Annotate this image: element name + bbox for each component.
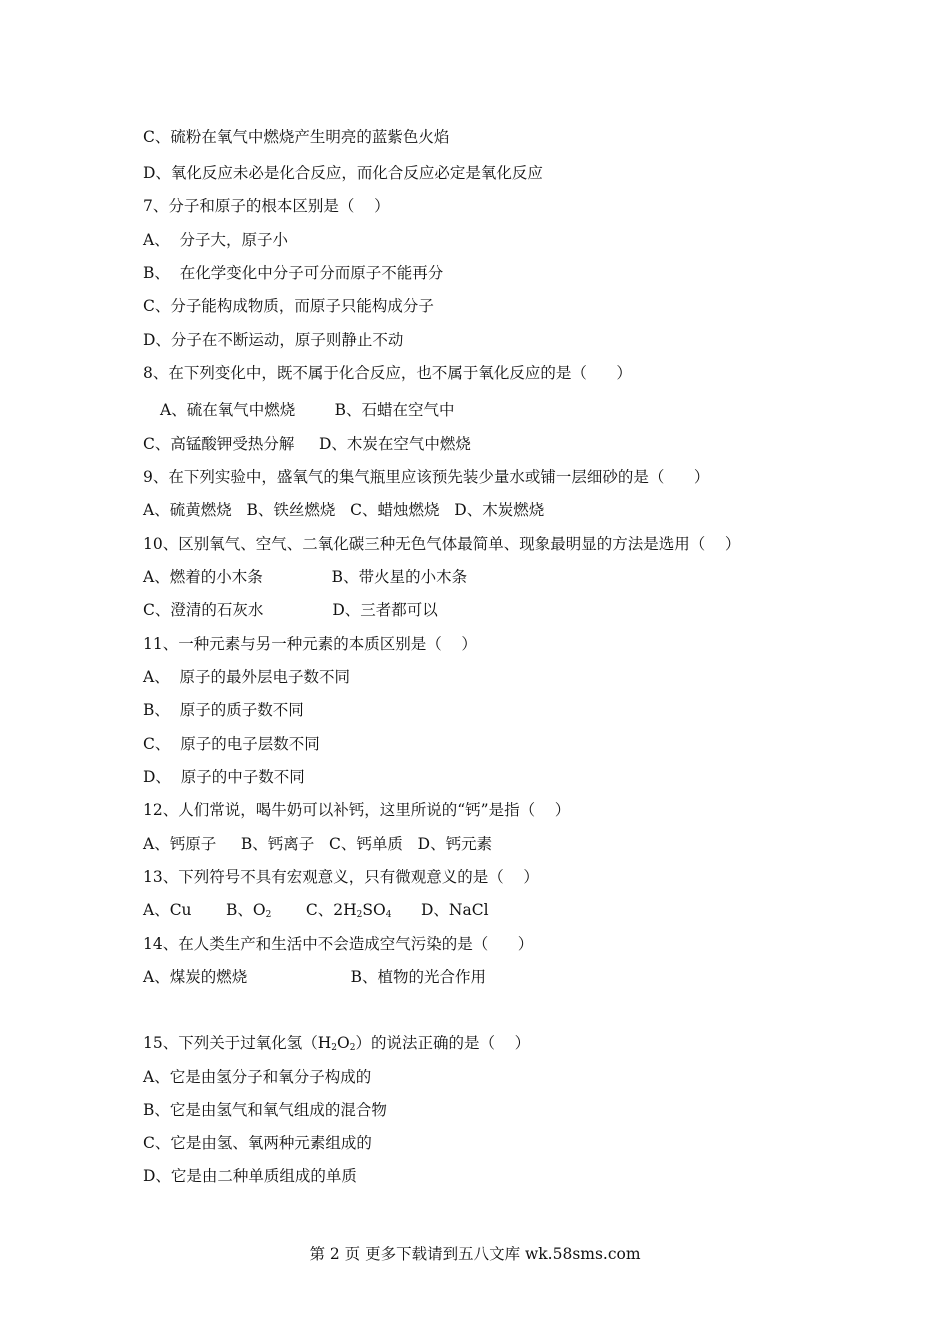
option-10cd: C、澄清的石灰水 D、三者都可以 — [143, 601, 438, 619]
option-6d: D、氧化反应未必是化合反应，而化合反应必定是氧化反应 — [143, 164, 543, 182]
question-15: 15、下列关于过氧化氢$(H_2O_2)$的说法正确的是（ ） — [143, 1034, 531, 1053]
question-14: 14、在人类生产和生活中不会造成空气污染的是（ ） — [143, 935, 534, 953]
question-7: 7、分子和原子的根本区别是（ ） — [143, 197, 390, 215]
option-13a: A、Cu — [143, 901, 192, 919]
option-15c: C、它是由氢、氧两种元素组成的 — [143, 1134, 372, 1152]
page-footer: 第 2 页 更多下载请到五八文库 wk.58sms.com — [309, 1245, 641, 1263]
option-7b: B、 在化学变化中分子可分而原子不能再分 — [143, 264, 444, 282]
option-9: A、硫黄燃烧 B、铁丝燃烧 C、蜡烛燃烧 D、木炭燃烧 — [143, 501, 545, 519]
option-8cd: C、高锰酸钾受热分解 D、木炭在空气中燃烧 — [143, 435, 471, 453]
option-11c: C、 原子的电子层数不同 — [143, 735, 320, 753]
option-15d: D、它是由二种单质组成的单质 — [143, 1167, 357, 1185]
question-13: 13、下列符号不具有宏观意义，只有微观意义的是（ ） — [143, 868, 539, 886]
option-11b: B、 原子的质子数不同 — [143, 701, 304, 719]
option-10ab: A、燃着的小木条 B、带火星的小木条 — [143, 568, 468, 586]
question-9: 9、在下列实验中，盛氧气的集气瓶里应该预先装少量水或铺一层细砂的是（ ） — [143, 468, 710, 486]
option-15a: A、它是由氢分子和氧分子构成的 — [143, 1068, 372, 1086]
option-13d: D、NaCl — [421, 901, 489, 919]
option-11a: A、 原子的最外层电子数不同 — [143, 668, 351, 686]
option-14ab: A、煤炭的燃烧 B、植物的光合作用 — [143, 968, 487, 986]
question-11: 11、一种元素与另一种元素的本质区别是（ ） — [143, 635, 477, 653]
question-12: 12、人们常说，喝牛奶可以补钙，这里所说的“钙”是指（ ） — [143, 801, 571, 819]
question-8: 8、在下列变化中，既不属于化合反应，也不属于氧化反应的是（ ） — [143, 364, 632, 382]
option-7c: C、分子能构成物质，而原子只能构成分子 — [143, 297, 434, 315]
option-13 — [143, 900, 489, 920]
option-11d: D、 原子的中子数不同 — [143, 768, 305, 786]
option-13c: C、$2H_2SO_4$ — [305, 901, 392, 920]
option-12: A、钙原子 B、钙离子 C、钙单质 D、钙元素 — [143, 835, 493, 853]
option-6c: C、硫粉在氧气中燃烧产生明亮的蓝紫色火焰 — [143, 128, 450, 146]
option-15b: B、它是由氢气和氧气组成的混合物 — [143, 1101, 387, 1119]
option-7a: A、 分子大，原子小 — [143, 231, 289, 249]
option-7d: D、分子在不断运动，原子则静止不动 — [143, 331, 404, 349]
option-8ab: A、硫在氧气中燃烧 B、石蜡在空气中 — [160, 401, 455, 419]
option-13b: B、$O_2$ — [226, 901, 272, 920]
question-10: 10、区别氧气、空气、二氧化碳三种无色气体最简单、现象最明显的方法是选用（ ） — [143, 535, 741, 553]
